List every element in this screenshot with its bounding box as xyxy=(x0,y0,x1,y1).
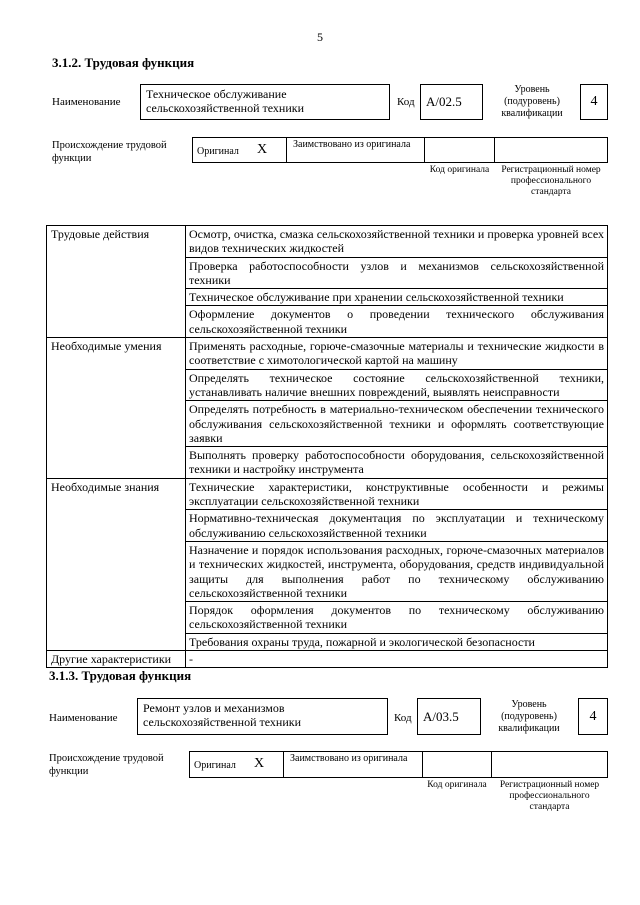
table-cell: - xyxy=(186,651,608,668)
page-number: 5 xyxy=(317,30,323,44)
table-row xyxy=(47,478,608,510)
original-cell xyxy=(192,137,287,163)
table-row xyxy=(47,651,608,668)
code-original-cell xyxy=(424,137,495,163)
reg-number-cell-2 xyxy=(491,751,608,778)
table-cell: Технические характеристики, конструктивные особенности и режимы эксплуатации сельскохозяйственной техники xyxy=(186,478,608,510)
row-label: Необходимые умения xyxy=(47,338,186,479)
table-cell: Порядок оформления документов по техническому обслуживанию сельскохозяйственной техники xyxy=(186,602,608,634)
reg-number-label-2: Регистрационный номер профессионального стандарта xyxy=(499,780,600,812)
original-mark-2: X xyxy=(254,756,265,771)
labor-function-table xyxy=(46,225,608,668)
code-label: Код xyxy=(397,96,415,108)
level-label-2: Уровень (подуровень) квалификации xyxy=(498,699,560,734)
reg-number-label: Регистрационный номер профессионального стандарта xyxy=(501,165,601,197)
name-label: Наименование xyxy=(52,96,121,108)
level-field-2: 4 xyxy=(578,698,608,735)
code-field: A/02.5 xyxy=(420,84,483,120)
borrowed-cell: Заимствовано из оригинала xyxy=(286,137,425,163)
table-cell: Проверка работоспособности узлов и механизмов сельскохозяйственной техники xyxy=(186,257,608,289)
section-heading-313: 3.1.3. Трудовая функция xyxy=(49,668,192,683)
level-field: 4 xyxy=(580,84,608,120)
table-cell: Назначение и порядок использования расходных, горюче-смазочных материалов и технических жидкостей, инструмента, оборудования, средств индивидуальной защиты для выполнения работ по техническому обслуживанию сельскохозяйственной техники xyxy=(186,541,608,601)
table-row xyxy=(47,338,608,370)
reg-number-cell xyxy=(494,137,608,163)
original-label-2: Оригинал xyxy=(194,760,236,771)
function-name-field: Техническое обслуживание сельскохозяйственной техники xyxy=(140,84,390,120)
name-label-2: Наименование xyxy=(49,712,118,724)
table-cell: Техническое обслуживание при хранении сельскохозяйственной техники xyxy=(186,289,608,306)
table-cell: Оформление документов о проведении технического обслуживания сельскохозяйственной техники xyxy=(186,306,608,338)
table-cell: Выполнять проверку работоспособности оборудования, сельскохозяйственной техники и настройку инструмента xyxy=(186,447,608,479)
original-label: Оригинал xyxy=(197,146,239,157)
table-cell: Осмотр, очистка, смазка сельскохозяйственной техники и проверка уровней всех видов технических жидкостей xyxy=(186,226,608,258)
function-name-field-2: Ремонт узлов и механизмов сельскохозяйственной техники xyxy=(137,698,388,735)
table-row xyxy=(47,226,608,258)
original-cell-2 xyxy=(189,751,284,778)
row-label: Другие характеристики xyxy=(47,651,186,668)
row-label: Необходимые знания xyxy=(47,478,186,650)
code-original-cell-2 xyxy=(422,751,492,778)
section-heading-312: 3.1.2. Трудовая функция xyxy=(52,55,195,70)
table-cell: Применять расходные, горюче-смазочные материалы и технические жидкости в соответствие с химотологической картой на машину xyxy=(186,338,608,370)
code-label-2: Код xyxy=(394,712,412,724)
table-cell: Нормативно-техническая документация по эксплуатации и техническому обслуживанию сельскохозяйственной техники xyxy=(186,510,608,542)
code-original-label-2: Код оригинала xyxy=(427,780,487,790)
table-cell: Требования охраны труда, пожарной и экологической безопасности xyxy=(186,633,608,650)
code-original-label: Код оригинала xyxy=(429,165,490,175)
origin-label-2: Происхождение трудовой функции xyxy=(49,753,164,777)
code-field-2: A/03.5 xyxy=(417,698,481,735)
row-label: Трудовые действия xyxy=(47,226,186,338)
level-label: Уровень (подуровень) квалификации xyxy=(501,84,563,119)
borrowed-cell-2: Заимствовано из оригинала xyxy=(283,751,423,778)
table-cell: Определять потребность в материально-техническом обеспечении технического обслуживания сельскохозяйственной техники и оформлять соответствующие заявки xyxy=(186,401,608,447)
table-cell: Определять техническое состояние сельскохозяйственной техники, устанавливать наличие внешних повреждений, выявлять неисправности xyxy=(186,369,608,401)
original-mark: X xyxy=(257,142,268,157)
origin-label: Происхождение трудовой функции xyxy=(52,140,167,164)
